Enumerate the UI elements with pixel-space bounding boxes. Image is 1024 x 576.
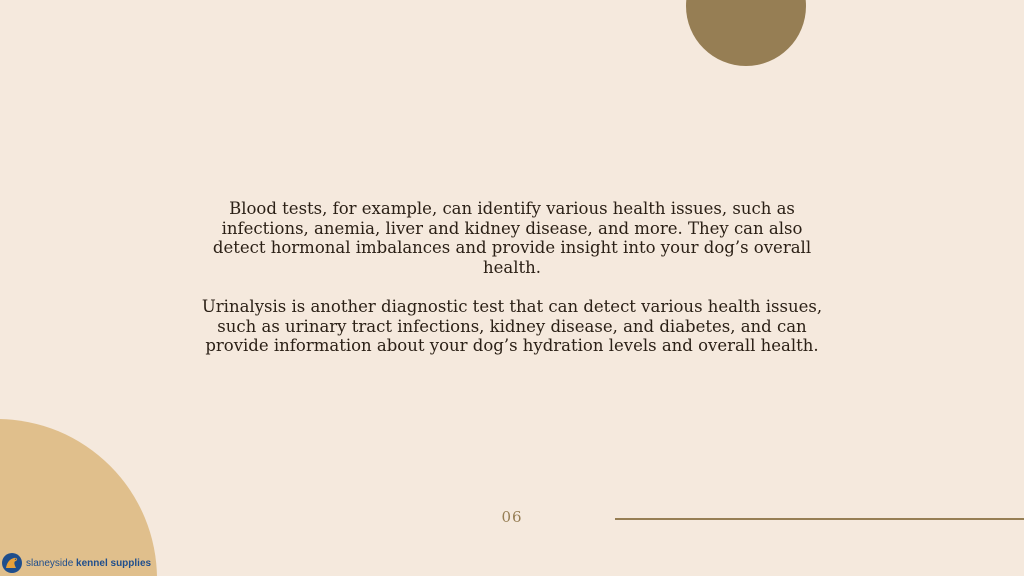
- page-number: 06: [501, 508, 523, 526]
- decorative-circle-top: [686, 0, 806, 66]
- paragraph-urinalysis: Urinalysis is another diagnostic test that can detect various health issues, such as urinary tract infections, kidney disease, and diabetes, and can provide information about your dog’s hydration levels and overall health.: [201, 296, 823, 356]
- paragraph-blood-tests: Blood tests, for example, can identify various health issues, such as infections, anemia, liver and kidney disease, and more. They can also detect hormonal imbalances and provide insight into your dog’s overall health.: [212, 199, 812, 277]
- dog-silhouette-logo-icon: [2, 553, 22, 573]
- logo-text: [26, 558, 151, 569]
- body-text: [200, 199, 824, 356]
- logo-name-bold: kennel supplies: [76, 557, 152, 569]
- footer-rule: [615, 518, 1024, 520]
- company-logo: [2, 552, 151, 574]
- logo-name-light: slaneyside: [26, 557, 74, 569]
